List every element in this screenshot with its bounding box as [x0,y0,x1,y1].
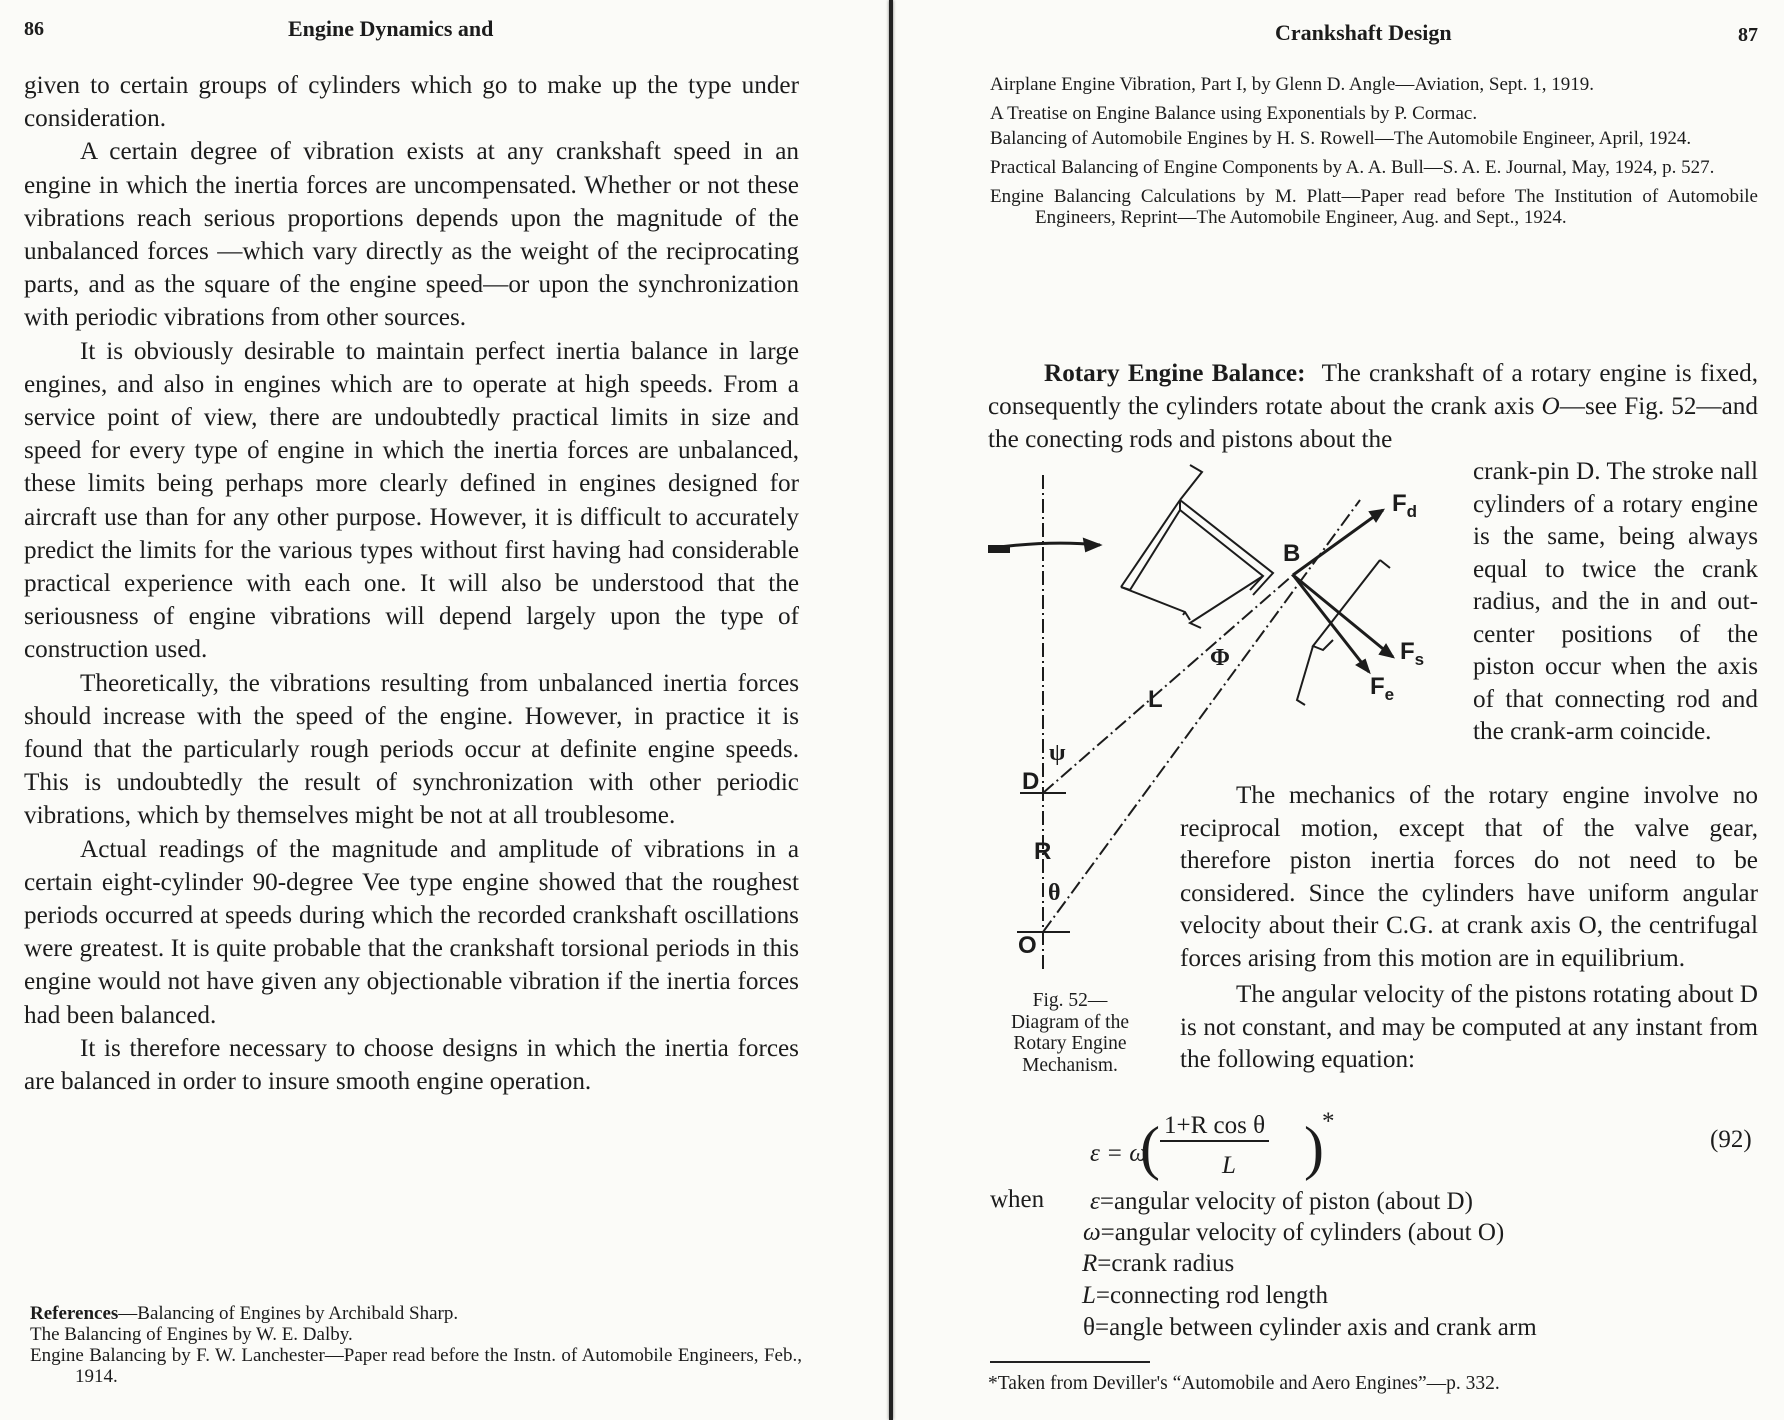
reference-item: Airplane Engine Vibration, Part I, by Glenn D. Angle—Aviation, Sept. 1, 1919. [990,74,1594,95]
label-B: B [1283,540,1301,567]
paragraph: A certain degree of vibration exists at any crankshaft speed in an engine in which the inertia forces are uncompensated. Whether or not these vibrations reach serious proportions depends upon the magnitude of the unbalanced forces —which vary directly as the weight of the reciprocating parts, and as the square of the engine speed—or upon the synchronization with periodic vibrations from other sources. [24,138,799,332]
paragraph: given to certain groups of cylinders which go to make up the type under consideration. [24,72,799,133]
label-Fs: $F_s$ [1400,638,1425,669]
label-phi: Φ [1210,645,1230,671]
equation-number: (92) [1710,1126,1752,1153]
definition-row: L=connecting rod length [1082,1282,1328,1309]
running-head-right: Crankshaft Design [1275,20,1452,45]
paragraph: Theoretically, the vibrations resulting from unbalanced inertia forces should increase with the speed of the engine. However, in practice it is found that the particularly rough periods occur at definite engine speeds. This is undoubtedly the result of synchronization with other periodic vibrations, which by themselves might be not at all troublesome. [24,669,799,830]
right-references [990,74,1758,228]
figure-caption: Fig. 52— Diagram of the Rotary Engine Mechanism. [1010,990,1130,1076]
label-O: O [1018,932,1037,959]
reference-item: Engine Balancing by F. W. Lanchester—Paper read before the Instn. of Automobile Engineers, Feb., 1914. [30,1345,802,1387]
label-psi: ψ [1049,740,1066,766]
reference-item: References—Balancing of Engines by Archibald Sharp. [30,1303,459,1324]
label-L: L [1148,686,1163,713]
footnote: *Taken from Deviller's “Automobile and Aero Engines”—p. 332. [988,1373,1500,1394]
paragraph-mechanics: The mechanics of the rotary engine involve no reciprocal motion, except that of the valve gear, therefore piston inertia forces do not need to be considered. Since the cylinders have uniform angular velocity about their C.G. at crank axis O, the centrifugal forces arising from this motion are in equilibrium. The angular velocity of the pistons rotating about D is not constant, and may be computed at any instant from the following equation: [1180,782,1758,1073]
references-heading: References [30,1303,119,1324]
equation-numerator: 1+R cos θ [1160,1112,1269,1142]
when-label: when [990,1186,1045,1213]
left-body-text [24,69,799,1098]
left-page [0,0,890,1420]
reference-item: A Treatise on Engine Balance using Exponentials by P. Cormac. [990,103,1478,124]
page-number-right: 87 [1738,24,1758,46]
reference-item: Engine Balancing Calculations by M. Platt—Paper read before The Institution of Automobile Engineers, Reprint—The Automobile Engineer, Aug. and Sept., 1924. [990,186,1758,228]
section-heading: Rotary Engine Balance: [1044,360,1306,387]
running-head-left: Engine Dynamics and [288,16,494,41]
definition-row: ε=angular velocity of piston (about D) [1090,1188,1473,1215]
page-number-left: 86 [24,18,44,40]
section-intro: Rotary Engine Balance: The crankshaft of a rotary engine is fixed, consequently the cylinders rotate about the crank axis O—see Fig. 52—and the conecting rods and pistons about the [988,360,1758,454]
label-Fd: $F_d$ [1392,490,1418,521]
reference-item: The Balancing of Engines by W. E. Dalby. [30,1324,353,1345]
label-Fe: $F_e$ [1370,673,1395,704]
label-R: R [1034,838,1052,865]
reference-item: Balancing of Automobile Engines by H. S. Rowell—The Automobile Engineer, April, 1924. [990,128,1692,149]
equation-denominator: L [1222,1152,1236,1179]
definition-row: ω=angular velocity of cylinders (about O) [1083,1219,1505,1246]
footnote-divider [990,1361,1150,1363]
reference-item: Practical Balancing of Engine Components by A. A. Bull—S. A. E. Journal, May, 1924, p. 527. [990,157,1715,178]
paragraph: It is therefore necessary to choose designs in which the inertia forces are balanced in order to insure smooth engine operation. [24,1034,799,1096]
side-text: crank-pin D. The stroke nall cylinders of a rotary engine is the same, being always equal to twice the crank radius, and the in and out-center positions of the piston occur when the axis of that connecting rod and the crank-arm coincide. [1473,458,1758,745]
book-gutter [889,0,893,1420]
left-references [30,1303,802,1387]
definition-row: R=crank radius [1082,1250,1235,1277]
paragraph: It is obviously desirable to maintain perfect inertia balance in large engines, and also in engines which are to operate at high speeds. From a service point of view, there are undoubtedly practical limits in size and speed for every type of engine in which the inertia forces are unbalanced, these limits being perhaps more clearly defined in engines designed for aircraft use than for any other purpose. However, it is difficult to accurately predict the limits for the various types without first having had considerable practical experience with each one. It will also be understood that the seriousness of engine vibrations will depend largely upon the type of construction used. [24,337,799,664]
paragraph: Actual readings of the magnitude and amplitude of vibrations in a certain eight-cylinder 90-degree Vee type engine showed that the roughest periods occurred at speeds during which the recorded crankshaft oscillations were greatest. It is quite probable that the crankshaft torsional periods in this engine would not have given any objectionable vibration if the inertia forces had been balanced. [24,835,799,1029]
label-D: D [1022,768,1040,795]
definition-row: θ=angle between cylinder axis and crank arm [1083,1314,1537,1341]
label-theta: θ [1048,880,1061,906]
